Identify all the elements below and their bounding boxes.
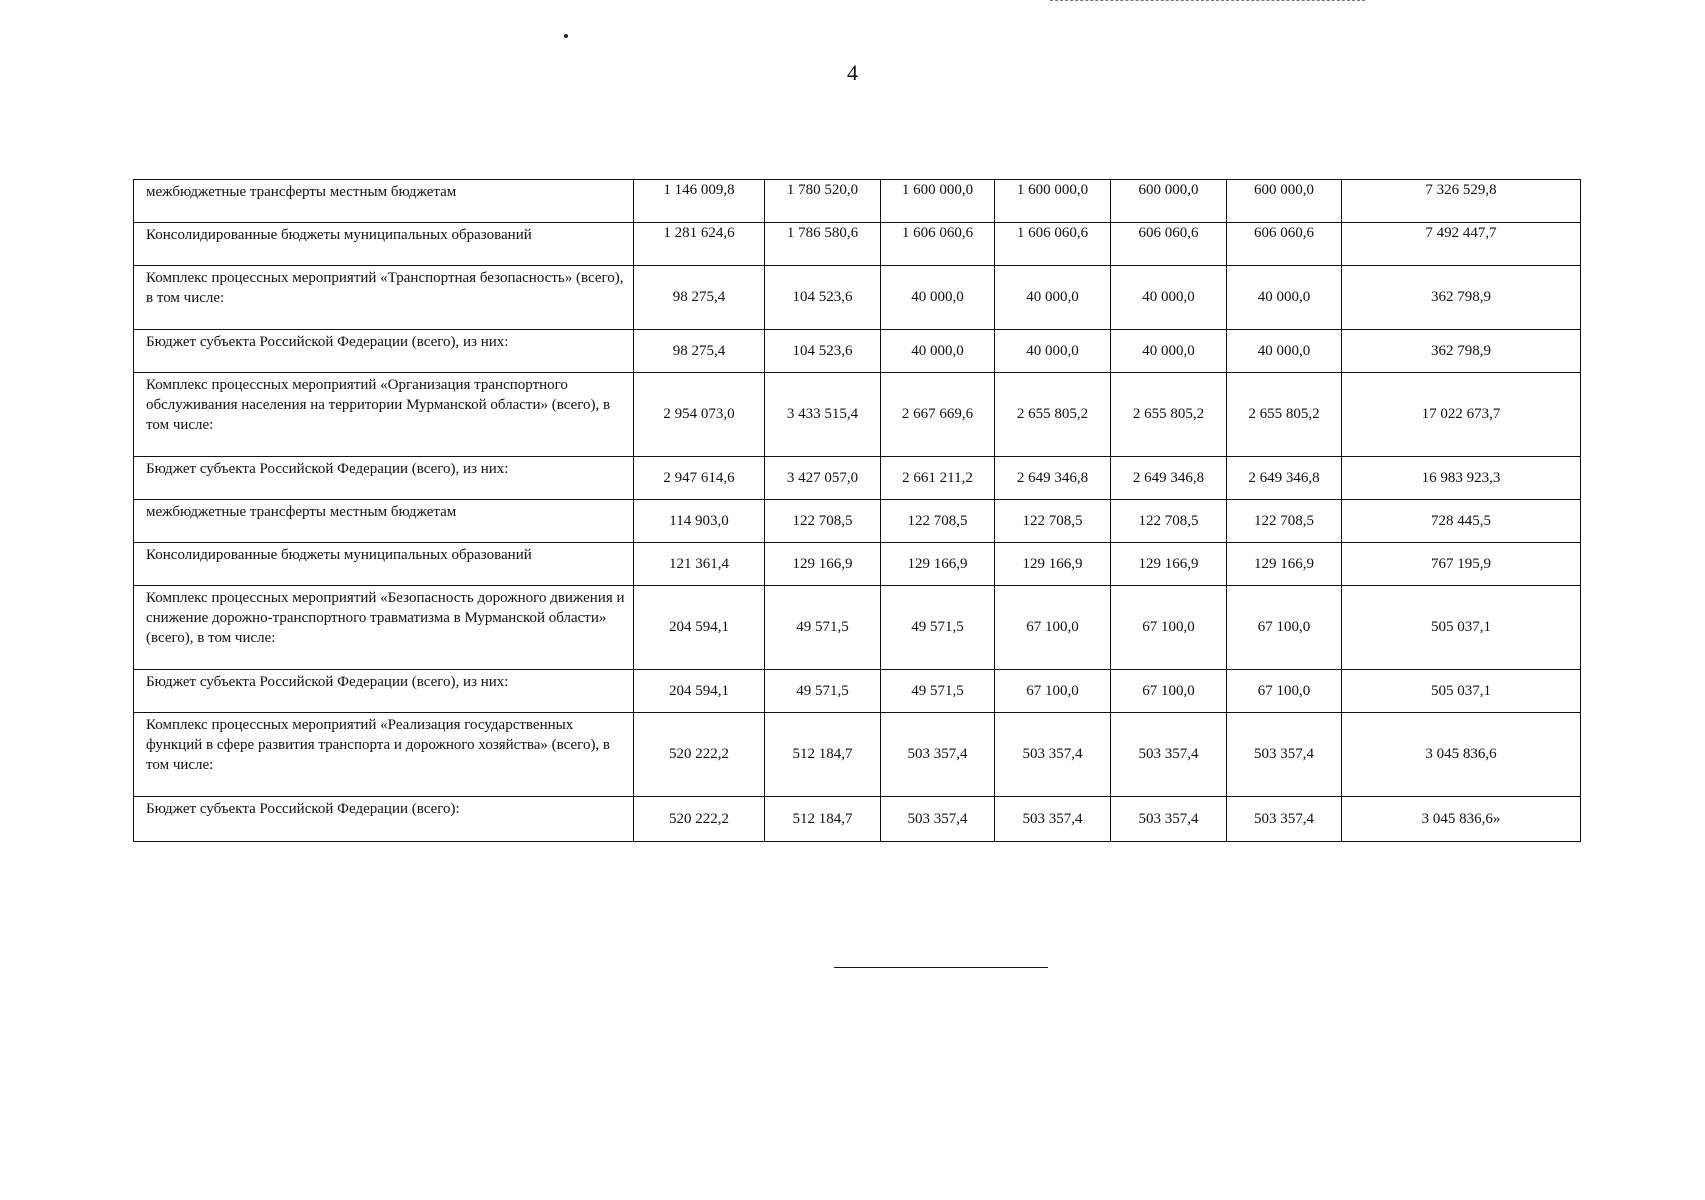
value-cell: 1 606 060,6 [995,223,1111,266]
table-row [134,266,1581,330]
value-cell: 49 571,5 [881,586,995,670]
table-row [134,543,1581,586]
value-cell: 67 100,0 [995,670,1111,713]
value-cell: 1 281 624,6 [634,223,765,266]
value-cell: 40 000,0 [881,330,995,373]
value-cell: 2 655 805,2 [1227,373,1342,457]
value-cell: 512 184,7 [765,797,881,842]
value-cell: 40 000,0 [1227,330,1342,373]
value-cell: 114 903,0 [634,500,765,543]
value-cell: 1 600 000,0 [881,180,995,223]
value-cell: 606 060,6 [1111,223,1227,266]
value-cell: 67 100,0 [1111,586,1227,670]
value-cell: 2 649 346,8 [995,457,1111,500]
value-cell: 129 166,9 [1227,543,1342,586]
value-cell: 129 166,9 [881,543,995,586]
row-label: Бюджет субъекта Российской Федерации (всего), из них: [134,330,634,373]
value-cell: 600 000,0 [1227,180,1342,223]
value-cell: 104 523,6 [765,266,881,330]
row-label: Бюджет субъекта Российской Федерации (всего): [134,797,634,842]
row-label: Консолидированные бюджеты муниципальных образований [134,543,634,586]
table-row [134,457,1581,500]
value-cell: 1 780 520,0 [765,180,881,223]
value-cell: 503 357,4 [995,713,1111,797]
page-number: 4 [847,60,858,85]
row-total-cell: 7 326 529,8 [1342,180,1581,223]
table-row [134,713,1581,797]
value-cell: 2 954 073,0 [634,373,765,457]
value-cell: 520 222,2 [634,797,765,842]
row-total-cell: 362 798,9 [1342,330,1581,373]
row-label: межбюджетные трансферты местным бюджетам [134,180,634,223]
value-cell: 122 708,5 [765,500,881,543]
value-cell: 104 523,6 [765,330,881,373]
row-total-cell: 3 045 836,6 [1342,713,1581,797]
row-total-cell: 362 798,9 [1342,266,1581,330]
row-total-cell: 505 037,1 [1342,586,1581,670]
budget-table-body [134,180,1581,842]
value-cell: 129 166,9 [995,543,1111,586]
value-cell: 121 361,4 [634,543,765,586]
value-cell: 204 594,1 [634,670,765,713]
value-cell: 67 100,0 [1227,670,1342,713]
table-row [134,330,1581,373]
table-row [134,223,1581,266]
value-cell: 67 100,0 [1227,586,1342,670]
row-label: Комплекс процессных мероприятий «Безопасность дорожного движения и снижение дорожно-транспортного травматизма в Мурманской области» (всего), в том числе: [134,586,634,670]
scan-dot [564,34,568,38]
value-cell: 2 661 211,2 [881,457,995,500]
value-cell: 606 060,6 [1227,223,1342,266]
value-cell: 1 786 580,6 [765,223,881,266]
row-label: Комплекс процессных мероприятий «Организация транспортного обслуживания населения на территории Мурманской области» (всего), в том числе: [134,373,634,457]
value-cell: 1 146 009,8 [634,180,765,223]
value-cell: 129 166,9 [765,543,881,586]
table-row [134,180,1581,223]
value-cell: 503 357,4 [1227,797,1342,842]
value-cell: 40 000,0 [995,266,1111,330]
value-cell: 520 222,2 [634,713,765,797]
value-cell: 40 000,0 [1227,266,1342,330]
value-cell: 40 000,0 [1111,266,1227,330]
value-cell: 2 655 805,2 [1111,373,1227,457]
value-cell: 40 000,0 [881,266,995,330]
value-cell: 503 357,4 [995,797,1111,842]
value-cell: 67 100,0 [1111,670,1227,713]
value-cell: 2 947 614,6 [634,457,765,500]
value-cell: 1 600 000,0 [995,180,1111,223]
value-cell: 2 649 346,8 [1111,457,1227,500]
value-cell: 2 655 805,2 [995,373,1111,457]
row-total-cell: 767 195,9 [1342,543,1581,586]
value-cell: 3 433 515,4 [765,373,881,457]
row-total-cell: 505 037,1 [1342,670,1581,713]
scan-artifact-line [1050,0,1365,1]
value-cell: 49 571,5 [881,670,995,713]
row-label: Консолидированные бюджеты муниципальных образований [134,223,634,266]
value-cell: 2 649 346,8 [1227,457,1342,500]
budget-table [133,179,1581,842]
table-row [134,670,1581,713]
value-cell: 98 275,4 [634,330,765,373]
value-cell: 512 184,7 [765,713,881,797]
value-cell: 122 708,5 [995,500,1111,543]
row-label: Комплекс процессных мероприятий «Транспортная безопасность» (всего), в том числе: [134,266,634,330]
table-row [134,373,1581,457]
table-row [134,586,1581,670]
row-total-cell: 16 983 923,3 [1342,457,1581,500]
row-total-cell: 728 445,5 [1342,500,1581,543]
value-cell: 122 708,5 [1111,500,1227,543]
value-cell: 49 571,5 [765,670,881,713]
row-label: Бюджет субъекта Российской Федерации (всего), из них: [134,457,634,500]
table-row [134,500,1581,543]
value-cell: 503 357,4 [881,713,995,797]
row-total-cell: 3 045 836,6» [1342,797,1581,842]
value-cell: 204 594,1 [634,586,765,670]
value-cell: 122 708,5 [881,500,995,543]
value-cell: 3 427 057,0 [765,457,881,500]
value-cell: 503 357,4 [1111,713,1227,797]
value-cell: 1 606 060,6 [881,223,995,266]
value-cell: 122 708,5 [1227,500,1342,543]
value-cell: 49 571,5 [765,586,881,670]
table-row [134,797,1581,842]
value-cell: 40 000,0 [995,330,1111,373]
value-cell: 600 000,0 [1111,180,1227,223]
row-total-cell: 17 022 673,7 [1342,373,1581,457]
row-label: Комплекс процессных мероприятий «Реализация государственных функций в сфере развития транспорта и дорожного хозяйства» (всего), в том числе: [134,713,634,797]
value-cell: 503 357,4 [1227,713,1342,797]
value-cell: 503 357,4 [881,797,995,842]
value-cell: 2 667 669,6 [881,373,995,457]
closing-line [834,967,1048,968]
value-cell: 67 100,0 [995,586,1111,670]
value-cell: 98 275,4 [634,266,765,330]
value-cell: 40 000,0 [1111,330,1227,373]
row-label: Бюджет субъекта Российской Федерации (всего), из них: [134,670,634,713]
row-label: межбюджетные трансферты местным бюджетам [134,500,634,543]
row-total-cell: 7 492 447,7 [1342,223,1581,266]
value-cell: 503 357,4 [1111,797,1227,842]
value-cell: 129 166,9 [1111,543,1227,586]
